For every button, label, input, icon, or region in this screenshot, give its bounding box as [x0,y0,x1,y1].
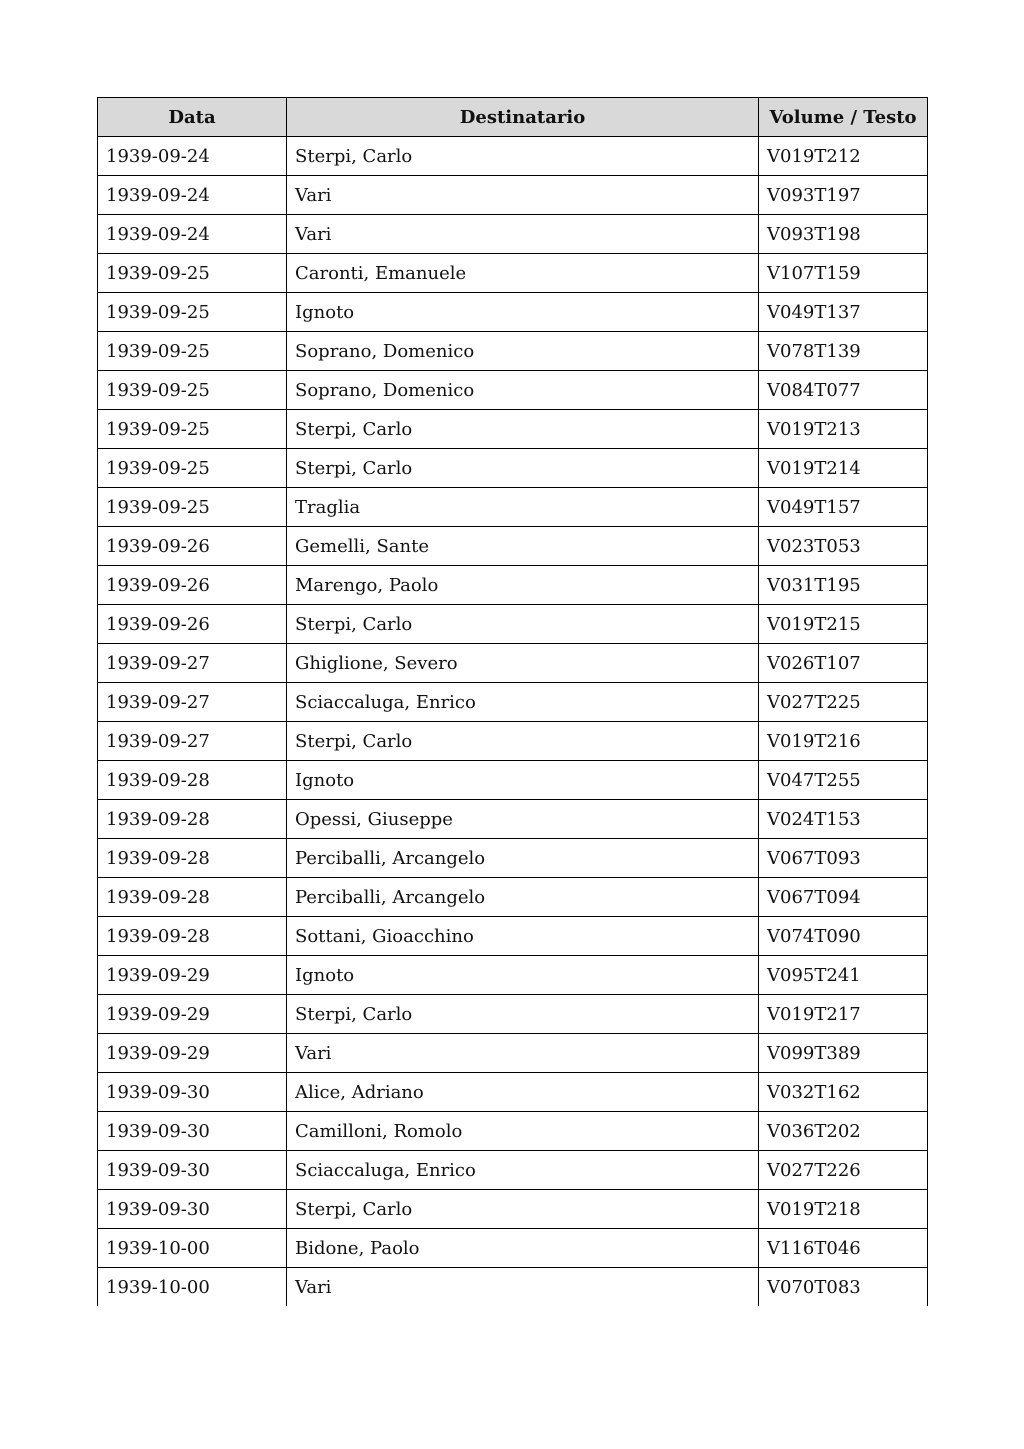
cell-recipient: Ignoto [287,956,759,995]
cell-volume: V036T202 [759,1112,928,1151]
table-row [98,800,928,839]
cell-volume: V093T198 [759,215,928,254]
table-row [98,488,928,527]
cell-recipient: Sterpi, Carlo [287,722,759,761]
cell-recipient: Traglia [287,488,759,527]
cell-recipient: Sterpi, Carlo [287,995,759,1034]
cell-recipient: Soprano, Domenico [287,371,759,410]
table-row [98,566,928,605]
table-row [98,761,928,800]
cell-volume: V027T225 [759,683,928,722]
table-row [98,839,928,878]
cell-recipient: Sterpi, Carlo [287,410,759,449]
letters-table [97,97,928,1306]
header-row [98,98,928,137]
cell-recipient: Ignoto [287,761,759,800]
cell-date: 1939-09-24 [98,215,287,254]
cell-volume: V107T159 [759,254,928,293]
table-body [98,137,928,1307]
cell-volume: V019T213 [759,410,928,449]
cell-date: 1939-09-25 [98,293,287,332]
header-volume: Volume / Testo [759,98,928,137]
cell-date: 1939-09-26 [98,527,287,566]
cell-recipient: Sterpi, Carlo [287,1190,759,1229]
header-recipient: Destinatario [287,98,759,137]
cell-volume: V095T241 [759,956,928,995]
cell-recipient: Perciballi, Arcangelo [287,839,759,878]
cell-volume: V023T053 [759,527,928,566]
table-row [98,176,928,215]
table-row [98,410,928,449]
table-row [98,1151,928,1190]
cell-volume: V084T077 [759,371,928,410]
table-row [98,1112,928,1151]
cell-volume: V070T083 [759,1268,928,1307]
table-row [98,878,928,917]
cell-recipient: Opessi, Giuseppe [287,800,759,839]
cell-date: 1939-09-27 [98,683,287,722]
cell-volume: V031T195 [759,566,928,605]
cell-date: 1939-09-30 [98,1190,287,1229]
cell-recipient: Vari [287,176,759,215]
cell-date: 1939-09-26 [98,566,287,605]
table-row [98,215,928,254]
table-row [98,1034,928,1073]
table-row [98,449,928,488]
cell-date: 1939-09-28 [98,917,287,956]
cell-date: 1939-09-29 [98,956,287,995]
table-row [98,956,928,995]
cell-volume: V067T093 [759,839,928,878]
table-row [98,605,928,644]
cell-date: 1939-09-28 [98,761,287,800]
cell-recipient: Sciaccaluga, Enrico [287,1151,759,1190]
cell-volume: V047T255 [759,761,928,800]
cell-volume: V116T046 [759,1229,928,1268]
cell-date: 1939-09-24 [98,137,287,176]
cell-date: 1939-09-24 [98,176,287,215]
cell-recipient: Sterpi, Carlo [287,137,759,176]
table-row [98,137,928,176]
table-row [98,527,928,566]
cell-date: 1939-09-28 [98,878,287,917]
table-row [98,917,928,956]
cell-volume: V078T139 [759,332,928,371]
cell-recipient: Sterpi, Carlo [287,449,759,488]
cell-date: 1939-09-25 [98,371,287,410]
cell-date: 1939-10-00 [98,1229,287,1268]
cell-recipient: Vari [287,1034,759,1073]
header-date: Data [98,98,287,137]
cell-date: 1939-09-25 [98,488,287,527]
cell-recipient: Vari [287,1268,759,1307]
table-header [98,98,928,137]
cell-recipient: Perciballi, Arcangelo [287,878,759,917]
cell-date: 1939-09-25 [98,254,287,293]
cell-date: 1939-09-27 [98,722,287,761]
cell-volume: V049T157 [759,488,928,527]
table-row [98,371,928,410]
cell-date: 1939-09-28 [98,800,287,839]
cell-recipient: Sottani, Gioacchino [287,917,759,956]
cell-volume: V019T217 [759,995,928,1034]
cell-recipient: Bidone, Paolo [287,1229,759,1268]
table-row [98,293,928,332]
cell-volume: V019T218 [759,1190,928,1229]
cell-volume: V019T215 [759,605,928,644]
cell-date: 1939-09-30 [98,1112,287,1151]
cell-date: 1939-10-00 [98,1268,287,1307]
table-row [98,722,928,761]
cell-recipient: Gemelli, Sante [287,527,759,566]
cell-volume: V099T389 [759,1034,928,1073]
table-row [98,644,928,683]
cell-recipient: Caronti, Emanuele [287,254,759,293]
cell-volume: V019T216 [759,722,928,761]
cell-volume: V093T197 [759,176,928,215]
table-row [98,1268,928,1307]
cell-date: 1939-09-30 [98,1073,287,1112]
table-row [98,1073,928,1112]
table-row [98,254,928,293]
cell-recipient: Marengo, Paolo [287,566,759,605]
cell-volume: V024T153 [759,800,928,839]
cell-volume: V026T107 [759,644,928,683]
cell-recipient: Camilloni, Romolo [287,1112,759,1151]
cell-date: 1939-09-28 [98,839,287,878]
cell-date: 1939-09-25 [98,449,287,488]
table-row [98,995,928,1034]
cell-volume: V049T137 [759,293,928,332]
table-row [98,1229,928,1268]
table-row [98,683,928,722]
cell-date: 1939-09-27 [98,644,287,683]
cell-recipient: Ghiglione, Severo [287,644,759,683]
cell-recipient: Ignoto [287,293,759,332]
cell-date: 1939-09-29 [98,1034,287,1073]
cell-date: 1939-09-26 [98,605,287,644]
cell-recipient: Alice, Adriano [287,1073,759,1112]
cell-recipient: Sciaccaluga, Enrico [287,683,759,722]
cell-volume: V032T162 [759,1073,928,1112]
cell-volume: V067T094 [759,878,928,917]
cell-date: 1939-09-29 [98,995,287,1034]
cell-volume: V027T226 [759,1151,928,1190]
cell-date: 1939-09-25 [98,410,287,449]
cell-volume: V074T090 [759,917,928,956]
cell-volume: V019T212 [759,137,928,176]
cell-date: 1939-09-30 [98,1151,287,1190]
table-row [98,1190,928,1229]
cell-recipient: Soprano, Domenico [287,332,759,371]
cell-recipient: Vari [287,215,759,254]
cell-volume: V019T214 [759,449,928,488]
cell-date: 1939-09-25 [98,332,287,371]
table-row [98,332,928,371]
cell-recipient: Sterpi, Carlo [287,605,759,644]
